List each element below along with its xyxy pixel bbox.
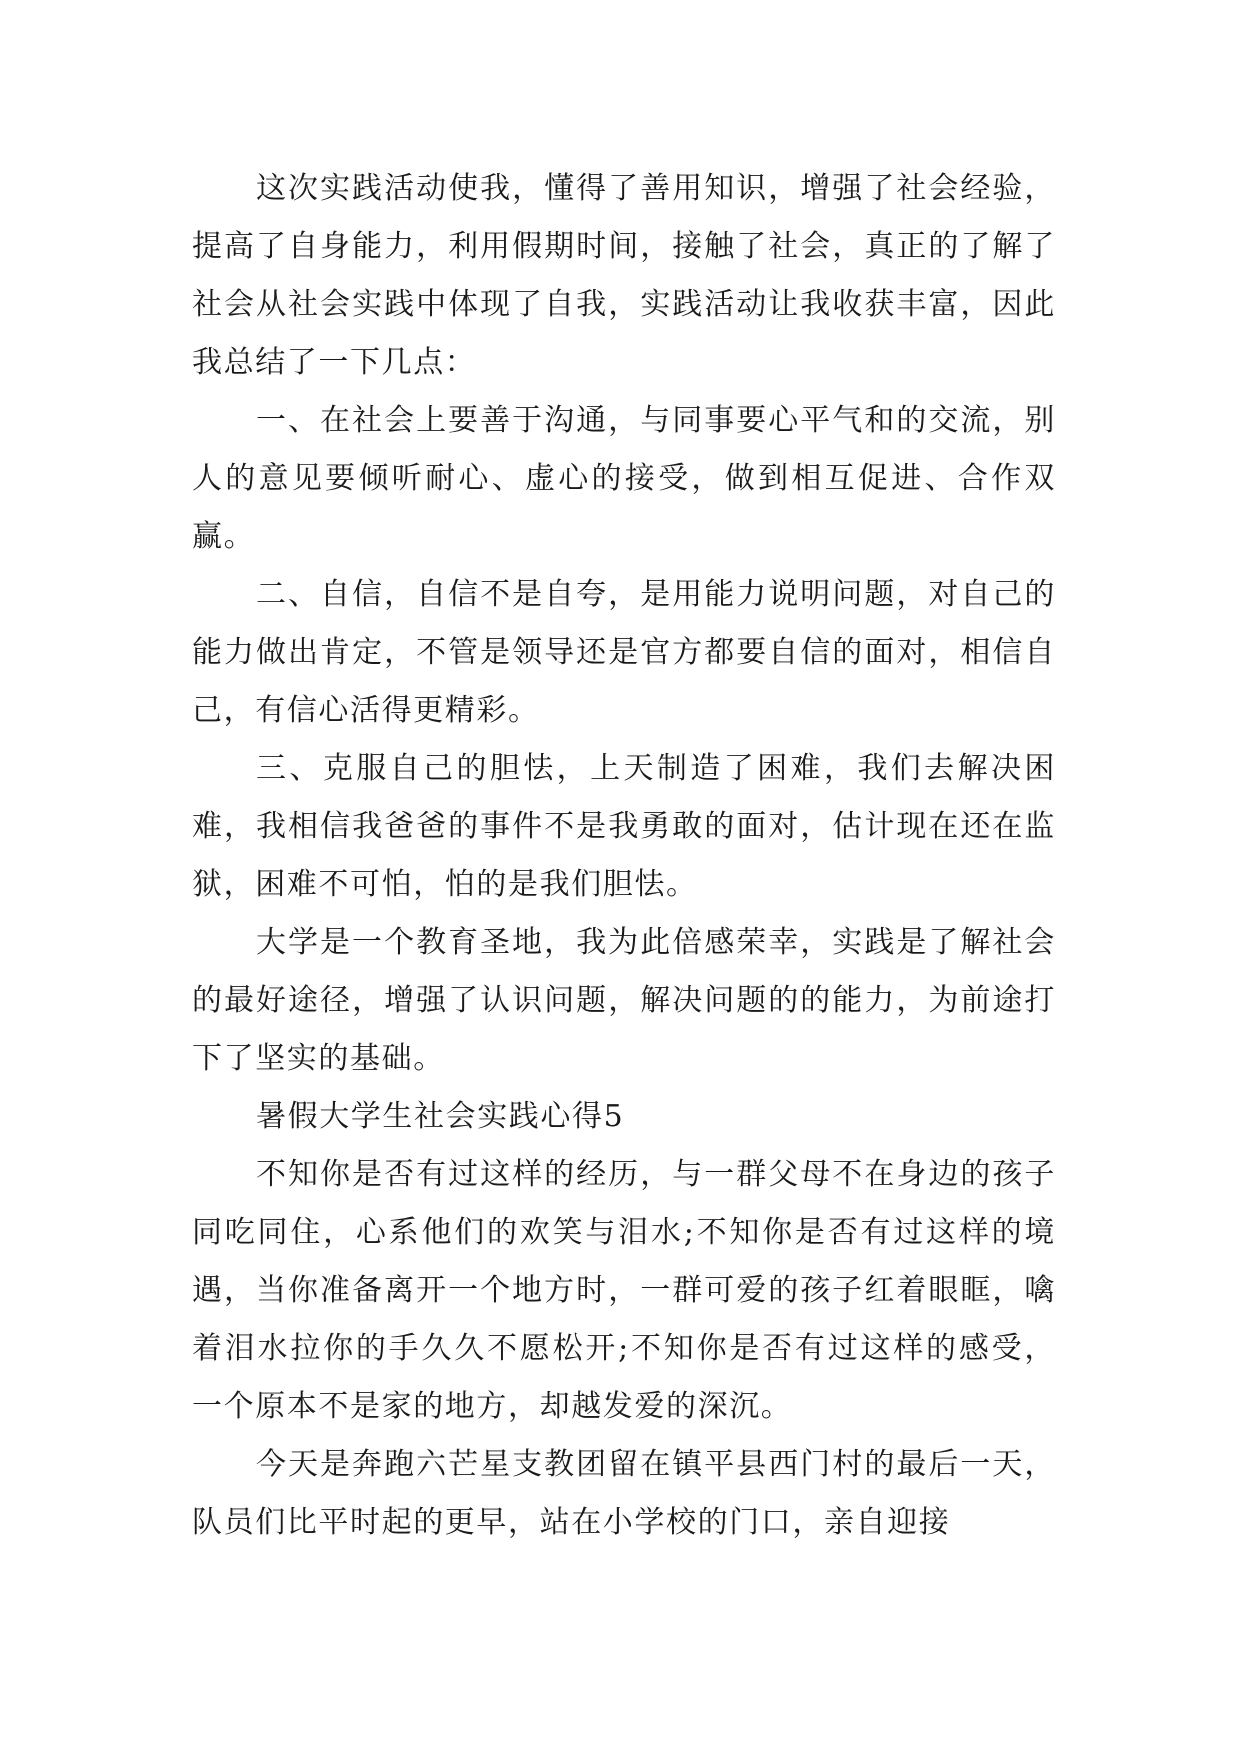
paragraph-point-two: 二、自信，自信不是自夸，是用能力说明问题，对自己的能力做出肯定，不管是领导还是官方都要自信的面对，相信自己，有信心活得更精彩。 (192, 577, 1056, 728)
section-heading: 暑假大学生社会实践心得5 (256, 1099, 625, 1134)
document-body (192, 160, 1056, 1552)
paragraph-conclusion: 大学是一个教育圣地，我为此倍感荣幸，实践是了解社会的最好途径，增强了认识问题，解决问题的的能力，为前途打下了坚实的基础。 (192, 925, 1056, 1076)
paragraph-point-three: 三、克服自己的胆怯，上天制造了困难，我们去解决困难，我相信我爸爸的事件不是我勇敢的面对，估计现在还在监狱，困难不可怕，怕的是我们胆怯。 (192, 751, 1056, 902)
paragraph-experience: 不知你是否有过这样的经历，与一群父母不在身边的孩子同吃同住，心系他们的欢笑与泪水;不知你是否有过这样的境遇，当你准备离开一个地方时，一群可爱的孩子红着眼眶，噙着泪水拉你的手久久不愿松开;不知你是否有过这样的感受，一个原本不是家的地方，却越发爱的深沉。 (192, 1157, 1056, 1424)
paragraph-intro: 这次实践活动使我，懂得了善用知识，增强了社会经验，提高了自身能力，利用假期时间，接触了社会，真正的了解了社会从社会实践中体现了自我，实践活动让我收获丰富，因此我总结了一下几点： (192, 171, 1056, 380)
paragraph-last-day: 今天是奔跑六芒星支教团留在镇平县西门村的最后一天，队员们比平时起的更早，站在小学校的门口，亲自迎接 (192, 1447, 1056, 1540)
paragraph-point-one: 一、在社会上要善于沟通，与同事要心平气和的交流，别人的意见要倾听耐心、虚心的接受，做到相互促进、合作双赢。 (192, 403, 1056, 554)
